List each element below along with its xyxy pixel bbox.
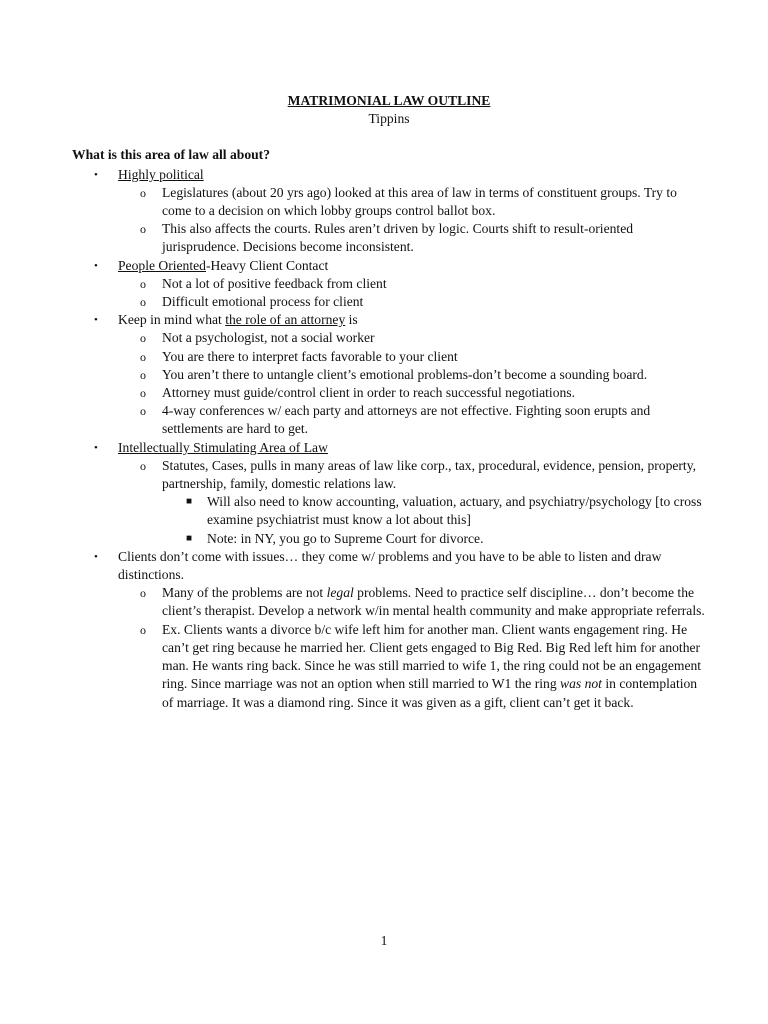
item-text-underline: the role of an attorney (225, 312, 346, 328)
sub-item-text: Not a psychologist, not a social worker (162, 330, 375, 346)
sub-item-text: 4-way conferences w/ each party and attorneys are not effective. Fighting soon erupts and settlements are hard to get. (162, 403, 651, 437)
sub-list (118, 329, 706, 438)
sub-item (118, 457, 706, 548)
sub-item-text: Legislatures (about 20 yrs ago) looked at this area of law in terms of constituent groups. Try to come to a decision on which lobby groups control ballot box. (162, 184, 677, 219)
sub-item-text: Difficult emotional process for client (162, 294, 364, 310)
list-item (72, 257, 706, 312)
circle-bullet-icon: o (140, 331, 146, 346)
document-author: Tippins (368, 111, 410, 127)
sub-item-text: This also affects the courts. Rules aren’t driven by logic. Courts shift to result-oriented jurisprudence. Decisions become inconsistent. (162, 221, 634, 255)
sub-item (118, 293, 706, 311)
sub-item-text: Not a lot of positive feedback from client (162, 275, 387, 291)
sub-item (118, 220, 706, 256)
sub-list (118, 457, 706, 548)
circle-bullet-icon: o (140, 458, 146, 473)
subsub-item-text: Will also need to know accounting, valuation, actuary, and psychiatry/psychology [to cross examine psychiatrist must know a lot about this] (207, 494, 702, 528)
list-item (72, 548, 706, 712)
sub-item (118, 384, 706, 402)
circle-bullet-icon: o (140, 622, 146, 637)
circle-bullet-icon: o (140, 586, 146, 601)
circle-bullet-icon: o (140, 367, 146, 382)
sub-item-text: You aren’t there to untangle client’s emotional problems-don’t become a sounding board. (162, 366, 648, 382)
circle-bullet-icon: o (140, 276, 146, 291)
list-item (72, 311, 706, 438)
item-heading: People Oriented (118, 257, 206, 273)
bullet-icon: • (94, 168, 98, 181)
sub-item (118, 584, 706, 620)
circle-bullet-icon: o (140, 185, 146, 200)
bullet-icon: • (94, 259, 98, 272)
item-text-post: is (345, 312, 358, 328)
list-item (72, 166, 706, 257)
section-question: What is this area of law all about? (72, 147, 271, 163)
bullet-icon: • (94, 314, 98, 327)
sub-item (118, 329, 706, 347)
document-title: MATRIMONIAL LAW OUTLINE (287, 93, 491, 108)
subsub-item (162, 493, 706, 529)
sub-list (118, 275, 706, 311)
item-text-pre: Keep in mind what (118, 312, 226, 328)
sub-item-text-b: problems. Need to practice self discipline… don’t become the client’s therapist. Develop a network w/in mental health community and make appropriate referrals. (162, 585, 705, 619)
subsub-item-text: Note: in NY, you go to Supreme Court for divorce. (207, 530, 484, 546)
item-text: Clients don’t come with issues… they come w/ problems and you have to be able to listen and draw distinctions. (118, 548, 662, 583)
square-bullet-icon: ■ (186, 532, 193, 544)
sub-item (118, 275, 706, 293)
sub-item (118, 348, 706, 366)
page-number: 1 (380, 933, 388, 948)
circle-bullet-icon: o (140, 386, 146, 401)
item-heading: Highly political (118, 166, 204, 182)
circle-bullet-icon: o (140, 295, 146, 310)
subsub-item (162, 530, 706, 548)
circle-bullet-icon: o (140, 222, 146, 237)
bullet-icon: • (94, 441, 98, 454)
outline-list (72, 166, 706, 712)
sub-item-text: Attorney must guide/control client in order to reach successful negotiations. (162, 385, 575, 401)
circle-bullet-icon: o (140, 349, 146, 364)
sub-list (118, 184, 706, 257)
square-bullet-icon: ■ (186, 496, 193, 508)
subsub-list (162, 493, 706, 548)
sub-item-text-italic: legal (326, 585, 354, 601)
sub-item (118, 621, 706, 712)
item-heading-rest: -Heavy Client Contact (205, 257, 329, 273)
item-heading: Intellectually Stimulating Area of Law (118, 439, 328, 455)
sub-item-text-a: Many of the problems are not (162, 585, 327, 601)
sub-item-text: You are there to interpret facts favorable to your client (162, 348, 458, 364)
sub-item (118, 402, 706, 438)
sub-list (118, 584, 706, 711)
sub-item-text-italic: was not (560, 676, 602, 692)
circle-bullet-icon: o (140, 404, 146, 419)
bullet-icon: • (94, 550, 98, 563)
sub-item-text-a: Ex. Clients wants a divorce b/c wife left him for another man. Client wants engagement ring. He can’t get ring because he married her. Client gets engaged to Big Red. Big Red left him for another man. He wants ring back. Since he was still married to wife 1, the ring could not be an engagement ring. Since marriage was not an option when still married to W1 the ring (162, 621, 702, 692)
sub-item-text-b: in contemplation of marriage. It was a diamond ring. Since it was given as a gift, client can’t get it back. (162, 676, 698, 710)
list-item (72, 439, 706, 548)
sub-item-text: Statutes, Cases, pulls in many areas of law like corp., tax, procedural, evidence, pension, property, partnership, family, domestic relations law. (162, 457, 697, 492)
sub-item (118, 184, 706, 220)
sub-item (118, 366, 706, 384)
